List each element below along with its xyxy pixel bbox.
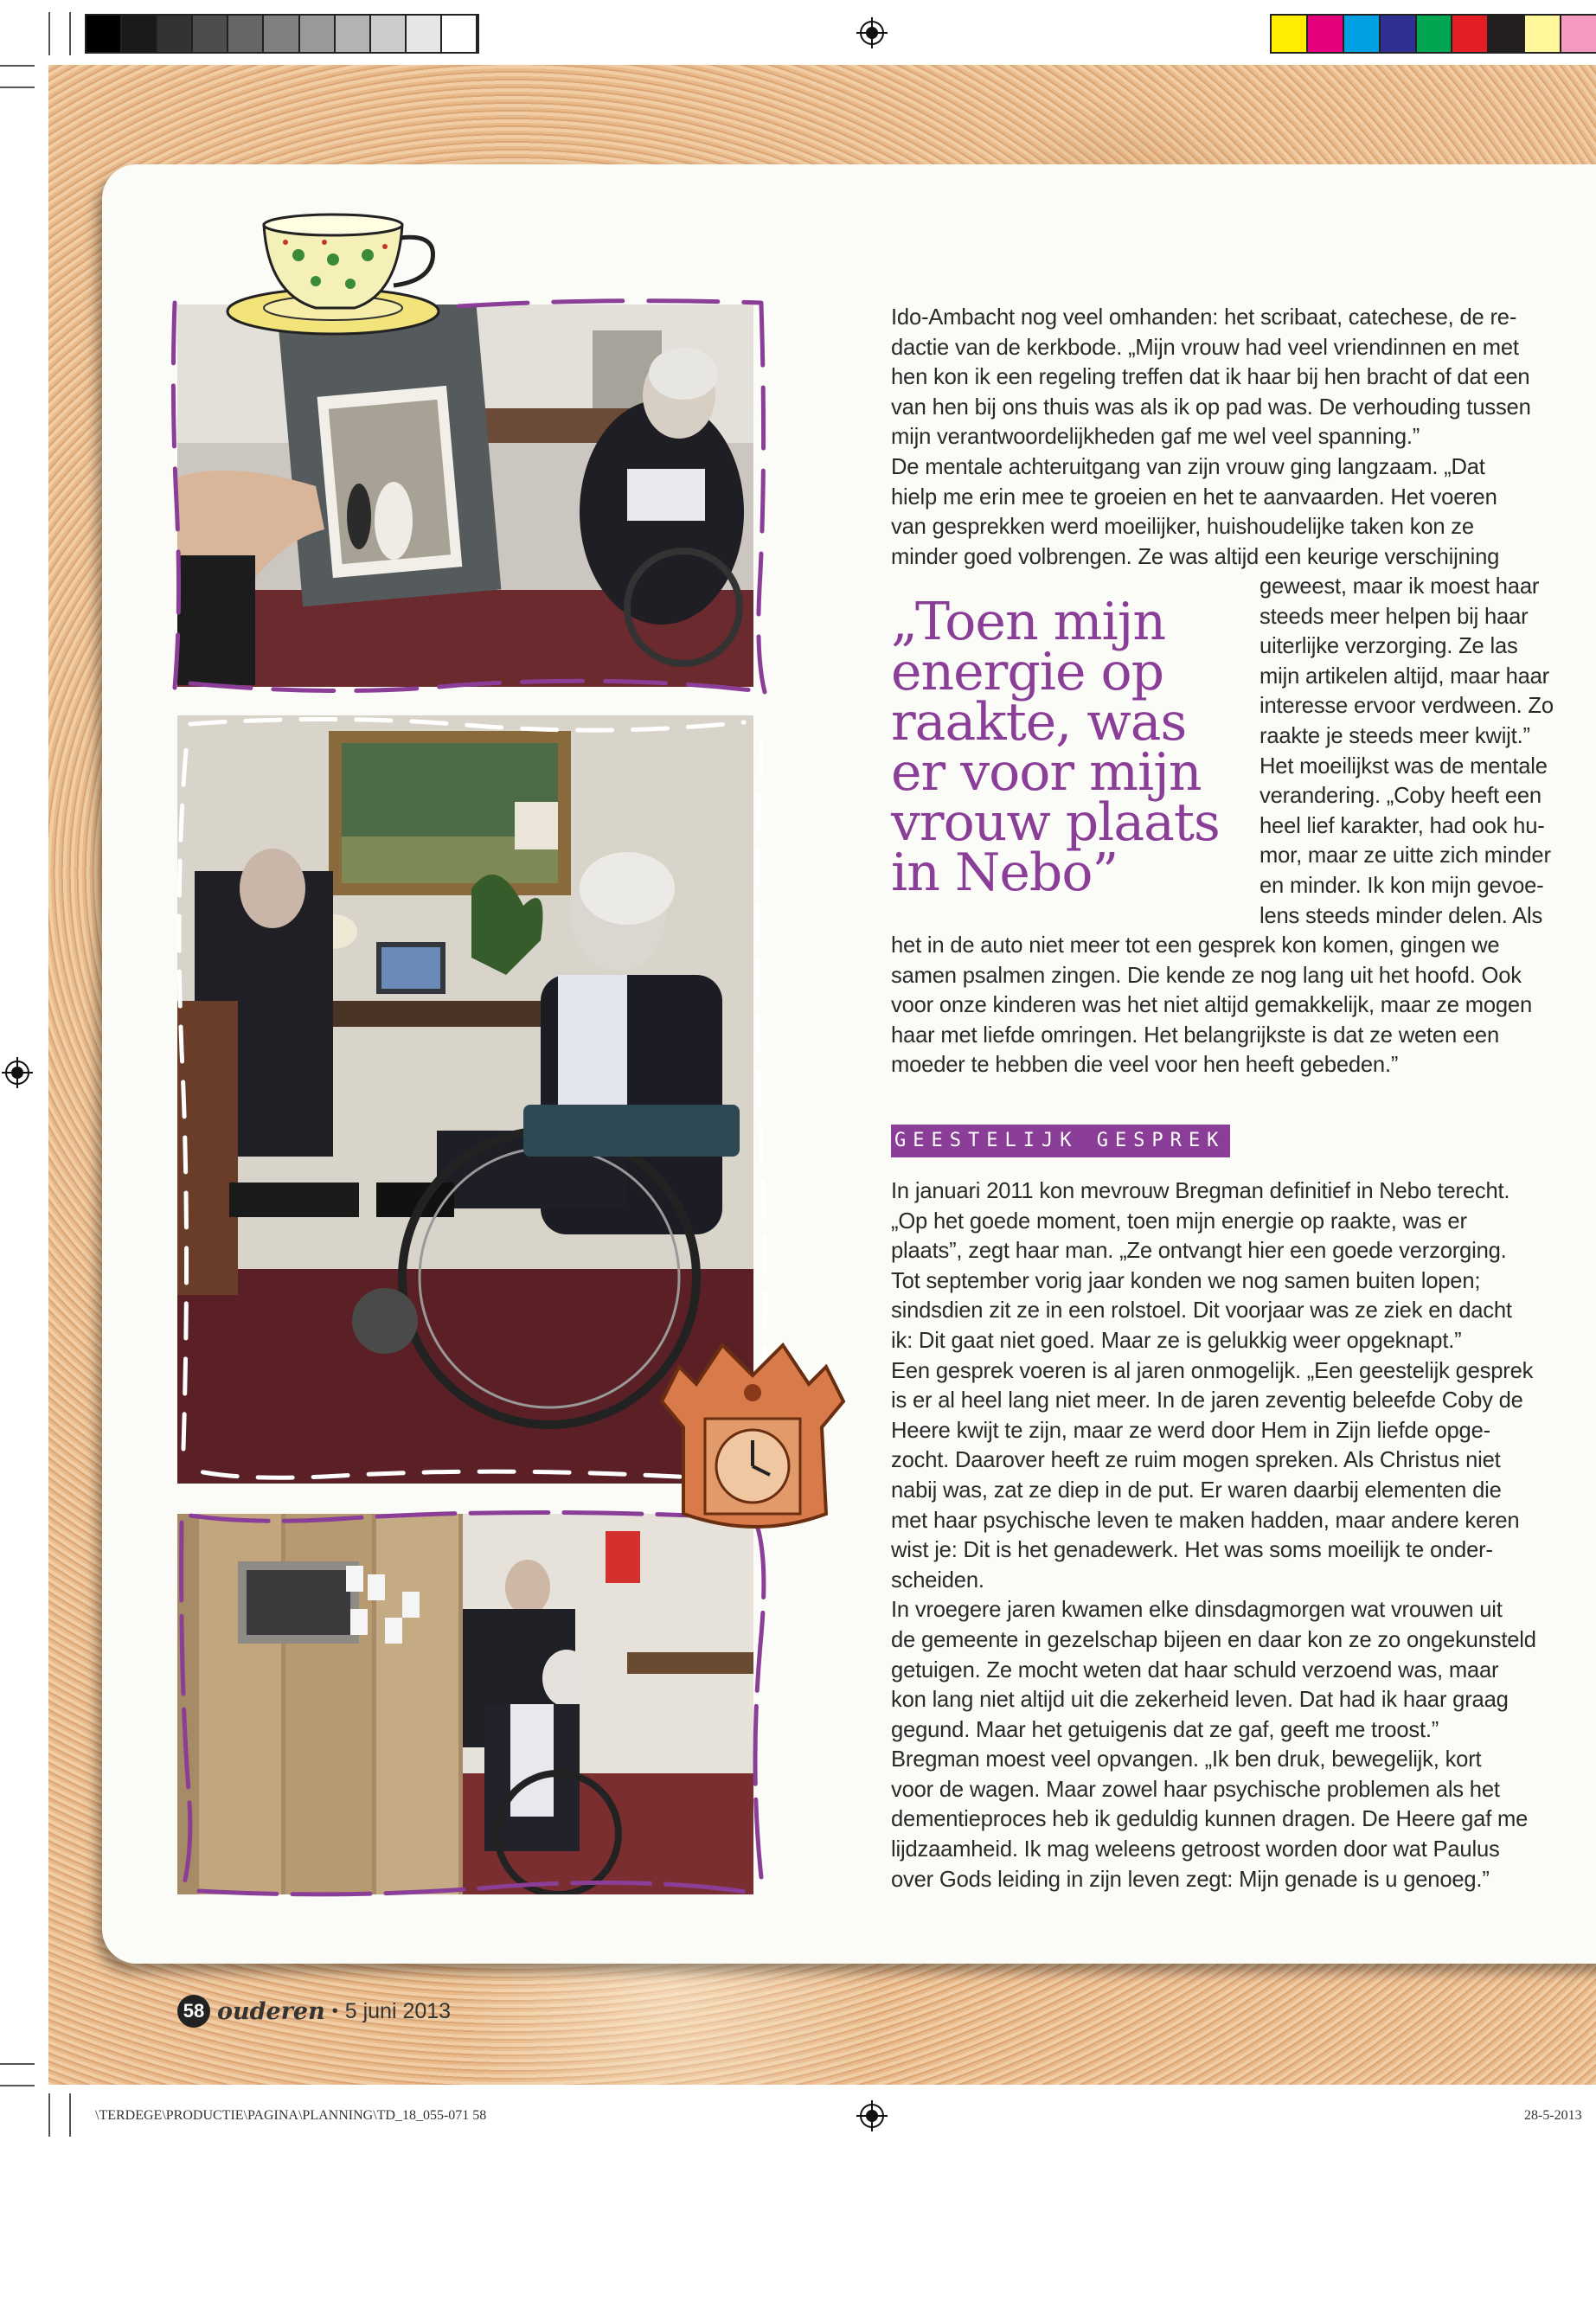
- color-swatch: [1308, 16, 1344, 52]
- cmyk-color-bar: [1270, 14, 1596, 54]
- article-body-bottom: [891, 1176, 1583, 1894]
- text-line: mijn verantwoordelijkheden gaf me wel veel spanning.”: [891, 425, 1420, 450]
- article-body-mid: [891, 931, 1583, 1080]
- text-line: voor onze kinderen was het niet altijd gemakkelijk, maar ze mogen: [891, 993, 1532, 1018]
- text-line: Heere kwijt te zijn, maar ze werd door Hem in Zijn liefde opge-: [891, 1418, 1490, 1443]
- pull-quote: [891, 592, 1237, 903]
- color-swatch: [1561, 16, 1596, 52]
- color-swatch: [122, 16, 157, 52]
- text-line: minder goed volbrengen. Ze was altijd een keurige verschijning: [891, 544, 1500, 569]
- text-line: de gemeente in gezelschap bijeen en daar kon ze zo ongekunsteld: [891, 1627, 1536, 1652]
- text-line: kon lang niet altijd uit die zekerheid leven. Dat had ik haar graag: [891, 1688, 1509, 1713]
- text-line: moeder te hebben die veel voor hen heeft gebeden.”: [891, 1053, 1399, 1078]
- color-swatch: [1525, 16, 1561, 52]
- pull-quote-line: „Toen mijn: [891, 592, 1165, 652]
- text-line: In januari 2011 kon mevrouw Bregman definitief in Nebo terecht.: [891, 1179, 1510, 1203]
- photo-wedding-portrait: [177, 304, 753, 687]
- color-swatch: [264, 16, 299, 52]
- pull-quote-line: in Nebo”: [891, 843, 1118, 903]
- text-line: raakte je steeds meer kwijt.”: [1259, 723, 1530, 748]
- teacup-illustration: [221, 208, 480, 337]
- cuckoo-clock-illustration: [644, 1332, 861, 1548]
- text-line: „Op het goede moment, toen mijn energie op raakte, was er: [891, 1208, 1467, 1234]
- text-line: van hen bij ons thuis was als ik op pad was. De verhouding tussen: [891, 394, 1531, 420]
- registration-mark-icon: [2, 1057, 33, 1088]
- text-line: Een gesprek voeren is al jaren onmogelijk. „Een geestelijk gesprek: [891, 1358, 1534, 1383]
- text-line: is er al heel lang niet meer. In de jaren zeventig beleefde Coby de: [891, 1388, 1523, 1413]
- grayscale-color-bar: [85, 14, 479, 54]
- text-line: het in de auto niet meer tot een gesprek kon komen, gingen we: [891, 933, 1500, 958]
- slug-file-path: \TERDEGE\PRODUCTIE\PAGINA\PLANNING\TD_18_055-071 58: [95, 2108, 487, 2123]
- text-line: mor, maar ze uitte zich minder: [1259, 843, 1551, 868]
- page-number: 58: [177, 1995, 210, 2028]
- text-line: verandering. „Coby heeft een: [1259, 784, 1542, 809]
- magazine-name: ouderen: [217, 1997, 325, 2025]
- text-line: wist je: Dit is het genadewerk. Het was soms moeilijk te onder-: [891, 1538, 1493, 1563]
- issue-date: 5 juni 2013: [344, 1998, 452, 2023]
- text-line: getuigen. Ze mocht weten dat haar schuld verzoend was, maar: [891, 1657, 1499, 1682]
- text-line: haar met liefde omringen. Het belangrijkste is dat ze weten een: [891, 1022, 1500, 1048]
- text-line: interesse ervoor verdween. Zo: [1259, 694, 1554, 719]
- color-swatch: [87, 16, 122, 52]
- color-swatch: [1381, 16, 1417, 52]
- text-line: van gesprekken werd moeilijker, huishoudelijke taken kon ze: [891, 515, 1474, 540]
- text-line: scheiden.: [891, 1567, 984, 1593]
- text-line: dementieproces heb ik geduldig kunnen dragen. De Heere gaf me: [891, 1807, 1529, 1832]
- text-line: sindsdien zit ze in een rolstoel. Dit voorjaar was ze ziek en dacht: [891, 1298, 1512, 1324]
- color-swatch: [300, 16, 336, 52]
- text-line: Ido-Ambacht nog veel omhanden: het scribaat, catechese, de re-: [891, 305, 1517, 330]
- text-line: uiterlijke verzorging. Ze las: [1259, 634, 1518, 659]
- color-swatch: [1272, 16, 1308, 52]
- photo-wheelchair-hallway: [177, 1514, 753, 1894]
- crop-mark: [69, 12, 71, 55]
- color-swatch: [442, 16, 478, 52]
- text-line: heel lief karakter, had ook hu-: [1259, 813, 1545, 838]
- article-body-narrow: [1259, 572, 1588, 931]
- text-line: gegund. Maar het getuigenis dat ze gaf, geeft me troost.”: [891, 1717, 1439, 1742]
- text-line: en minder. Ik kon mijn gevoe-: [1259, 873, 1544, 898]
- color-swatch: [1417, 16, 1453, 52]
- text-line: lens steeds minder delen. Als: [1259, 903, 1543, 928]
- text-line: met haar psychische leven te maken hadden, maar andere keren: [891, 1508, 1520, 1533]
- crop-mark: [69, 2093, 71, 2137]
- slug-date: 28-5-2013: [1524, 2108, 1582, 2123]
- crop-mark: [0, 2085, 35, 2086]
- text-line: hielp me erin mee te groeien en het te aanvaarden. Het voeren: [891, 484, 1497, 510]
- pull-quote-line: energie op: [891, 642, 1164, 702]
- crop-mark: [48, 12, 50, 55]
- text-line: hen kon ik een regeling treffen dat ik haar bij hen bracht of dat een: [891, 365, 1530, 390]
- registration-mark-icon: [856, 17, 888, 48]
- text-line: plaats”, zegt haar man. „Ze ontvangt hier een goede verzorging.: [891, 1239, 1507, 1264]
- page-folio: [177, 1995, 451, 2028]
- color-swatch: [371, 16, 407, 52]
- color-swatch: [193, 16, 228, 52]
- article-body-top: [891, 303, 1583, 572]
- registration-mark-icon: [856, 2100, 888, 2131]
- color-swatch: [228, 16, 264, 52]
- color-swatch: [157, 16, 193, 52]
- text-line: Het moeilijkst was de mentale: [1259, 753, 1548, 779]
- color-swatch: [407, 16, 442, 52]
- text-line: voor de wagen. Maar zowel haar psychische problemen als het: [891, 1777, 1500, 1802]
- crop-mark: [0, 2063, 35, 2065]
- text-line: over Gods leiding in zijn leven zegt: Mijn genade is u genoeg.”: [891, 1867, 1490, 1892]
- text-line: zocht. Daarover heeft ze ruim mogen spreken. Als Christus niet: [891, 1448, 1501, 1473]
- text-line: Tot september vorig jaar konden we nog samen buiten lopen;: [891, 1268, 1481, 1293]
- text-line: De mentale achteruitgang van zijn vrouw ging langzaam. „Dat: [891, 454, 1485, 479]
- pull-quote-line: vrouw plaats: [891, 792, 1220, 853]
- text-line: ik: Dit gaat niet goed. Maar ze is gelukkig weer opgeknapt.”: [891, 1328, 1462, 1353]
- text-line: geweest, maar ik moest haar: [1259, 574, 1540, 599]
- text-line: In vroegere jaren kwamen elke dinsdagmorgen wat vrouwen uit: [891, 1598, 1503, 1623]
- text-line: samen psalmen zingen. Die kende ze nog lang uit het hoofd. Ook: [891, 963, 1522, 988]
- crop-mark: [48, 2093, 50, 2137]
- pull-quote-line: raakte, was: [891, 692, 1187, 753]
- pull-quote-line: er voor mijn: [891, 742, 1202, 803]
- text-line: nabij was, zat ze diep in de put. Er waren daarbij elementen die: [891, 1477, 1502, 1503]
- text-line: lijdzaamheid. Ik mag weleens getroost worden door wat Paulus: [891, 1837, 1500, 1862]
- section-heading: GEESTELIJK GESPREK: [891, 1125, 1230, 1157]
- text-line: mijn artikelen altijd, maar haar: [1259, 663, 1549, 689]
- color-swatch: [336, 16, 371, 52]
- folio-separator: •: [331, 2001, 338, 2021]
- text-line: Bregman moest veel opvangen. „Ik ben druk, bewegelijk, kort: [891, 1747, 1482, 1772]
- text-line: steeds meer helpen bij haar: [1259, 604, 1529, 629]
- color-swatch: [1452, 16, 1489, 52]
- color-swatch: [1489, 16, 1525, 52]
- crop-mark: [0, 65, 35, 67]
- text-line: dactie van de kerkbode. „Mijn vrouw had veel vriendinnen en met: [891, 335, 1519, 360]
- crop-mark: [0, 87, 35, 88]
- color-swatch: [1344, 16, 1381, 52]
